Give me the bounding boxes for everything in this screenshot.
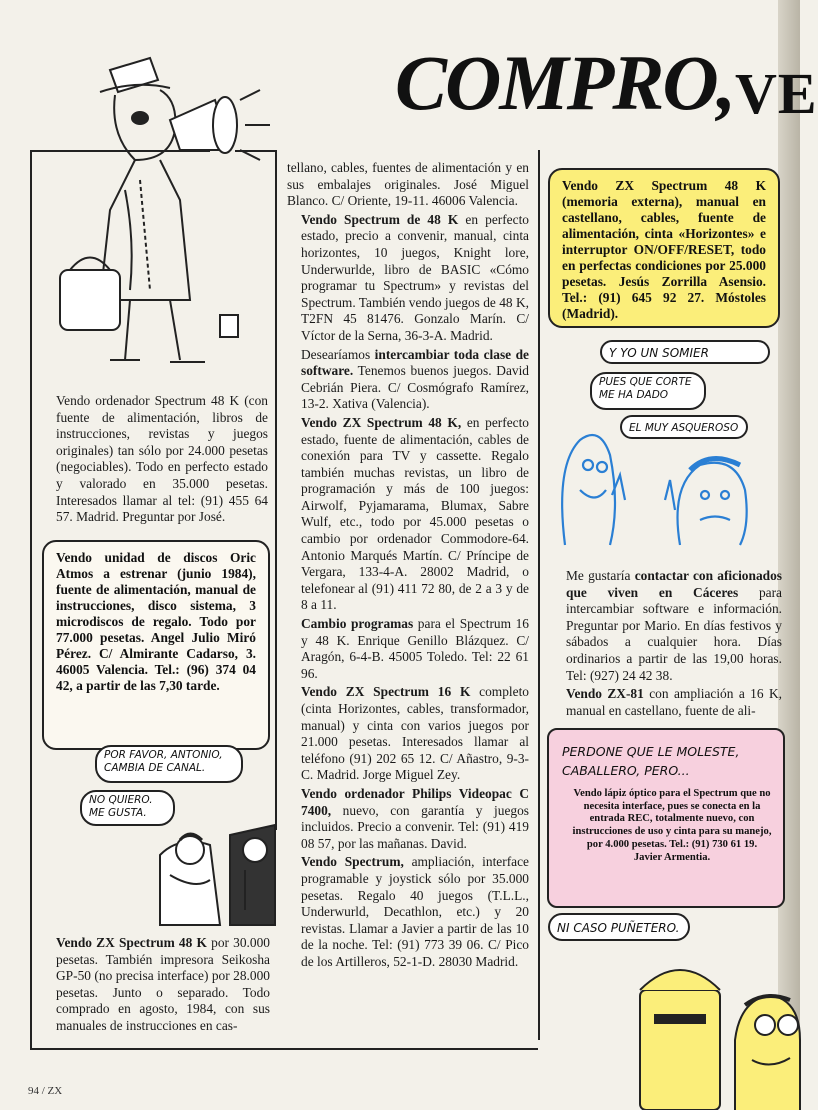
pink-ad-text: Vendo lápiz óptico para el Spectrum que no necesita interface, pues se conecta en la entrada REC, totalmente nuevo, con instrucciones de uso y cinta para su manejo, por 4.000 pesetas. Tel.: (91) 730 61 19. Javier Armentia. xyxy=(572,788,772,863)
classified-ad: Vendo Spectrum de 48 K en perfecto estado, precio a convenir, manual, cinta horizontes, 10 juegos, Knight lore, Underwurlde, libro de BASIC «Cómo programar tu Spectrum» y revistas del Spectrum. También vendo juegos de 48 K, T2FN 45 81476. Gonzalo Marín. C/ Víctor de la Serna, 36-3-A. Madrid. xyxy=(301,211,529,343)
classified-ad: Cambio programas para el Spectrum 16 y 48 K. Enrique Genillo Blázquez. C/ Aragón, 6-4-B. 45005 Toledo. Tel: 22 61 96. xyxy=(301,616,529,681)
column-2 xyxy=(287,160,529,973)
gossips-illustration xyxy=(540,405,780,555)
classified-ad: Vendo ZX Spectrum 16 K completo (cinta Horizontes, cables, transformador, manual) y cinta con varios juegos por 21.000 pesetas. Interesados llamar al teléfono (91) 202 65 12. C/ Añastro, 9-3-C. Madrid. Jorge Miguel Zey. xyxy=(301,684,529,783)
classified-ad: Desearíamos intercambiar toda clase de software. Tenemos buenos juegos. David Cebrián Piera. C/ Cosmógrafo Ramírez, 13-2. Xativa (Valencia). xyxy=(301,346,530,412)
speech-bubble-no: NO QUIERO. ME GUSTA. xyxy=(80,790,175,826)
col-divider-2 xyxy=(538,150,540,1040)
boxed-ad-oric xyxy=(42,540,270,750)
classified-ad: Vendo Spectrum, ampliación, interface programable y joystick sólo por 35.000 pesetas. Regalo 40 juegos (T.L.L., Underwurld, Decathlon, etc.) y 20 revistas. Llamar a Javier a partir de las 10 de la noche. Tel: (91) 773 39 06. C/ Pico de los Artilleros, 52-1-D. 28030 Madrid. xyxy=(301,854,529,969)
speech-bubble-somier: Y YO UN SOMIER xyxy=(600,340,770,364)
mailbox-man-illustration xyxy=(640,930,800,1110)
classified-ad: Me gustaría contactar con aficionados que viven en Cáceres para intercambiar software e información. Preguntar por Mario. En días festivos y sábados a cualquier hora. Días ordinarios a partir de las 19,00 horas. Tel: (927) 24 42 38. xyxy=(566,568,782,683)
column-3 xyxy=(552,568,782,721)
classified-ad-cont: tellano, cables, fuentes de alimentación y en sus embalajes originales. José Miguel Blanco. C/ Oriente, 19-11. 46006 Valencia. xyxy=(287,160,529,209)
speech-bubble-tv: POR FAVOR, ANTONIO, CAMBIA DE CANAL. xyxy=(95,745,243,783)
column-1-top xyxy=(42,393,268,528)
classified-ad: Vendo ZX-81 con ampliación a 16 K, manual en castellano, fuente de ali- xyxy=(566,686,782,718)
col1-left-rule xyxy=(30,150,32,1050)
classified-ad: Vendo ordenador Philips Videopac C 7400, nuevo, con garantía y juegos incluidos. Precio a convenir. Tel: (91) 419 08 57, por las mañanas. David. xyxy=(301,785,529,851)
section-headline: COMPRO, xyxy=(395,39,735,126)
boxed-ad-spectrum-yellow xyxy=(548,168,780,328)
classified-ad: Vendo ZX Spectrum 48 K, en perfecto estado, fuente de alimentación, cables de conexión para TV y cassette. Regalo también muchas revistas, un libro de programación y más de 100 juegos: Airwolf, Pyjamarama, Blumax, Sabre Wulf, etc., todo por 45.000 pesetas o cambio por ordenador Commodore-64. Antonio Marqués Martín. C/ Príncipe de Vergara, 133-4-A. 28002 Madrid, o telefonear al (91) 411 72 80, de 2 a 3 y de 8 a 11. xyxy=(301,414,529,613)
column-1-bottom xyxy=(42,935,270,1037)
classified-ad: Vendo ordenador Spectrum 48 K (con fuente de alimentación, libros de instrucciones, revistas y juegos originales) tan sólo por 24.000 pesetas (negociables). Todo en perfecto estado y valorado en 35.000 pesetas. Interesados llamar al tel: (91) 455 64 57. Madrid. Preguntar por José. xyxy=(56,393,268,525)
megaphone-man-illustration xyxy=(40,40,280,380)
pink-ad-title: PERDONE QUE LE MOLESTE, CABALLERO, PERO... xyxy=(562,744,740,778)
tv-watchers-illustration xyxy=(150,795,290,935)
page-folio: 94 / ZX xyxy=(28,1085,63,1097)
speech-bubble-ni-caso: NI CASO PUÑETERO. xyxy=(548,913,690,941)
section-headline-cut: VE xyxy=(735,61,818,126)
boxed-ad-text: Vendo ZX Spectrum 48 K (memoria externa), manual en castellano, cables, fuente de alimentación, cinta «Horizontes» e interruptor ON/OFF/RESET, todo en perfectas condiciones por 25.000 pesetas. Jesús Zorrilla Asensio. Tel.: (91) 645 92 27. Móstoles (Madrid). xyxy=(562,178,766,321)
speech-bubble-corte: PUES QUE CORTE ME HA DADO xyxy=(590,372,706,410)
boxed-ad-text: Vendo unidad de discos Oric Atmos a estrenar (junio 1984), fuente de alimentación, manual de instrucciones, disco sistema, 3 microdiscos de regalo. Todo por 77.000 pesetas. Angel Julio Miró Pérez. C/ Almirante Cadarso, 3. 46005 Valencia. Tel.: (96) 374 04 42, a partir de las 7,30 tarde. xyxy=(56,550,256,693)
classified-ad: Vendo ZX Spectrum 48 K por 30.000 pesetas. También impresora Seikosha GP-50 (no precisa interface) por 28.000 pesetas. Junto o separado. Todo comprado en agosto, 1984, con sus manuales de instrucciones en cas- xyxy=(56,935,270,1033)
bottom-rule xyxy=(30,1048,538,1050)
speech-bubble-asqueroso: EL MUY ASQUEROSO xyxy=(620,415,748,439)
